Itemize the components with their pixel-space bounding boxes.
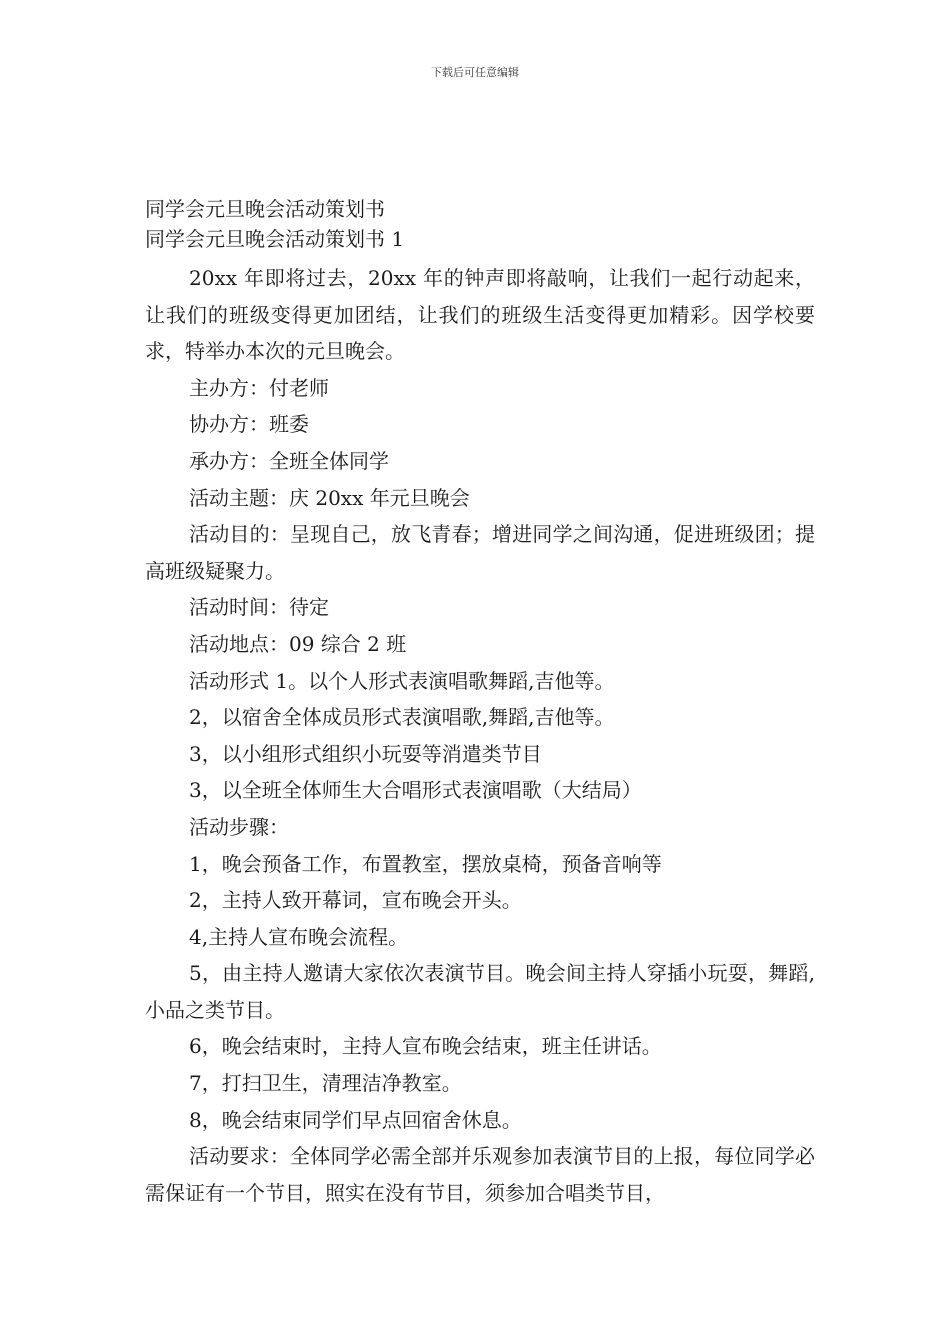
paragraph-location: 活动地点：09 综合 2 班 <box>189 631 407 656</box>
page-header-note: 下载后可任意编辑 <box>431 66 519 79</box>
paragraph-steps-heading: 活动步骤： <box>189 814 289 839</box>
paragraph-theme: 活动主题：庆 20xx 年元旦晚会 <box>189 485 470 510</box>
paragraph-step-6: 6，晚会结束时，主持人宣布晚会结束，班主任讲话。 <box>189 1034 662 1059</box>
paragraph-undertaker: 承办方：全班全体同学 <box>189 448 389 473</box>
paragraph-step-7: 7，打扫卫生，清理洁净教室。 <box>189 1071 462 1096</box>
paragraph-purpose: 活动目的：呈现自己，放飞青春；增进同学之间沟通，促进班级团；提高班级疑聚力。 <box>145 522 815 583</box>
paragraph-step-1: 1，晚会预备工作，布置教室，摆放桌椅，预备音响等 <box>189 851 662 876</box>
document-subtitle: 同学会元旦晚会活动策划书 1 <box>145 227 405 251</box>
paragraph-time: 活动时间：待定 <box>189 595 329 620</box>
paragraph-step-8: 8，晚会结束同学们早点回宿舍休息。 <box>189 1107 522 1132</box>
paragraph-form-2: 2，以宿舍全体成员形式表演唱歌,舞蹈,吉他等。 <box>189 705 615 730</box>
paragraph-step-5: 5，由主持人邀请大家依次表演节目。晚会间主持人穿插小玩耍，舞蹈,小品之类节目。 <box>145 961 815 1022</box>
paragraph-co-organizer: 协办方：班委 <box>189 412 309 437</box>
paragraph-step-4: 4,主持人宣布晚会流程。 <box>189 924 409 949</box>
paragraph-form-1: 活动形式 1。以个人形式表演唱歌舞蹈,吉他等。 <box>189 668 615 693</box>
paragraph-organizer: 主办方：付老师 <box>189 375 329 400</box>
paragraph-intro: 20xx 年即将过去，20xx 年的钟声即将敲响，让我们一起行动起来，让我们的班级变得更加团结，让我们的班级生活变得更加精彩。因学校要求，特举办本次的元旦晚会。 <box>145 266 815 364</box>
document-title: 同学会元旦晚会活动策划书 <box>145 197 385 221</box>
paragraph-form-4: 3，以全班全体师生大合唱形式表演唱歌（大结局） <box>189 778 642 803</box>
paragraph-requirements: 活动要求：全体同学必需全部并乐观参加表演节目的上报，每位同学必需保证有一个节目，照实在没有节目，须参加合唱类节目， <box>145 1144 815 1205</box>
document-body <box>145 194 815 1211</box>
paragraph-step-2: 2，主持人致开幕词，宣布晚会开头。 <box>189 888 522 913</box>
paragraph-form-3: 3，以小组形式组织小玩耍等消遣类节目 <box>189 741 542 766</box>
